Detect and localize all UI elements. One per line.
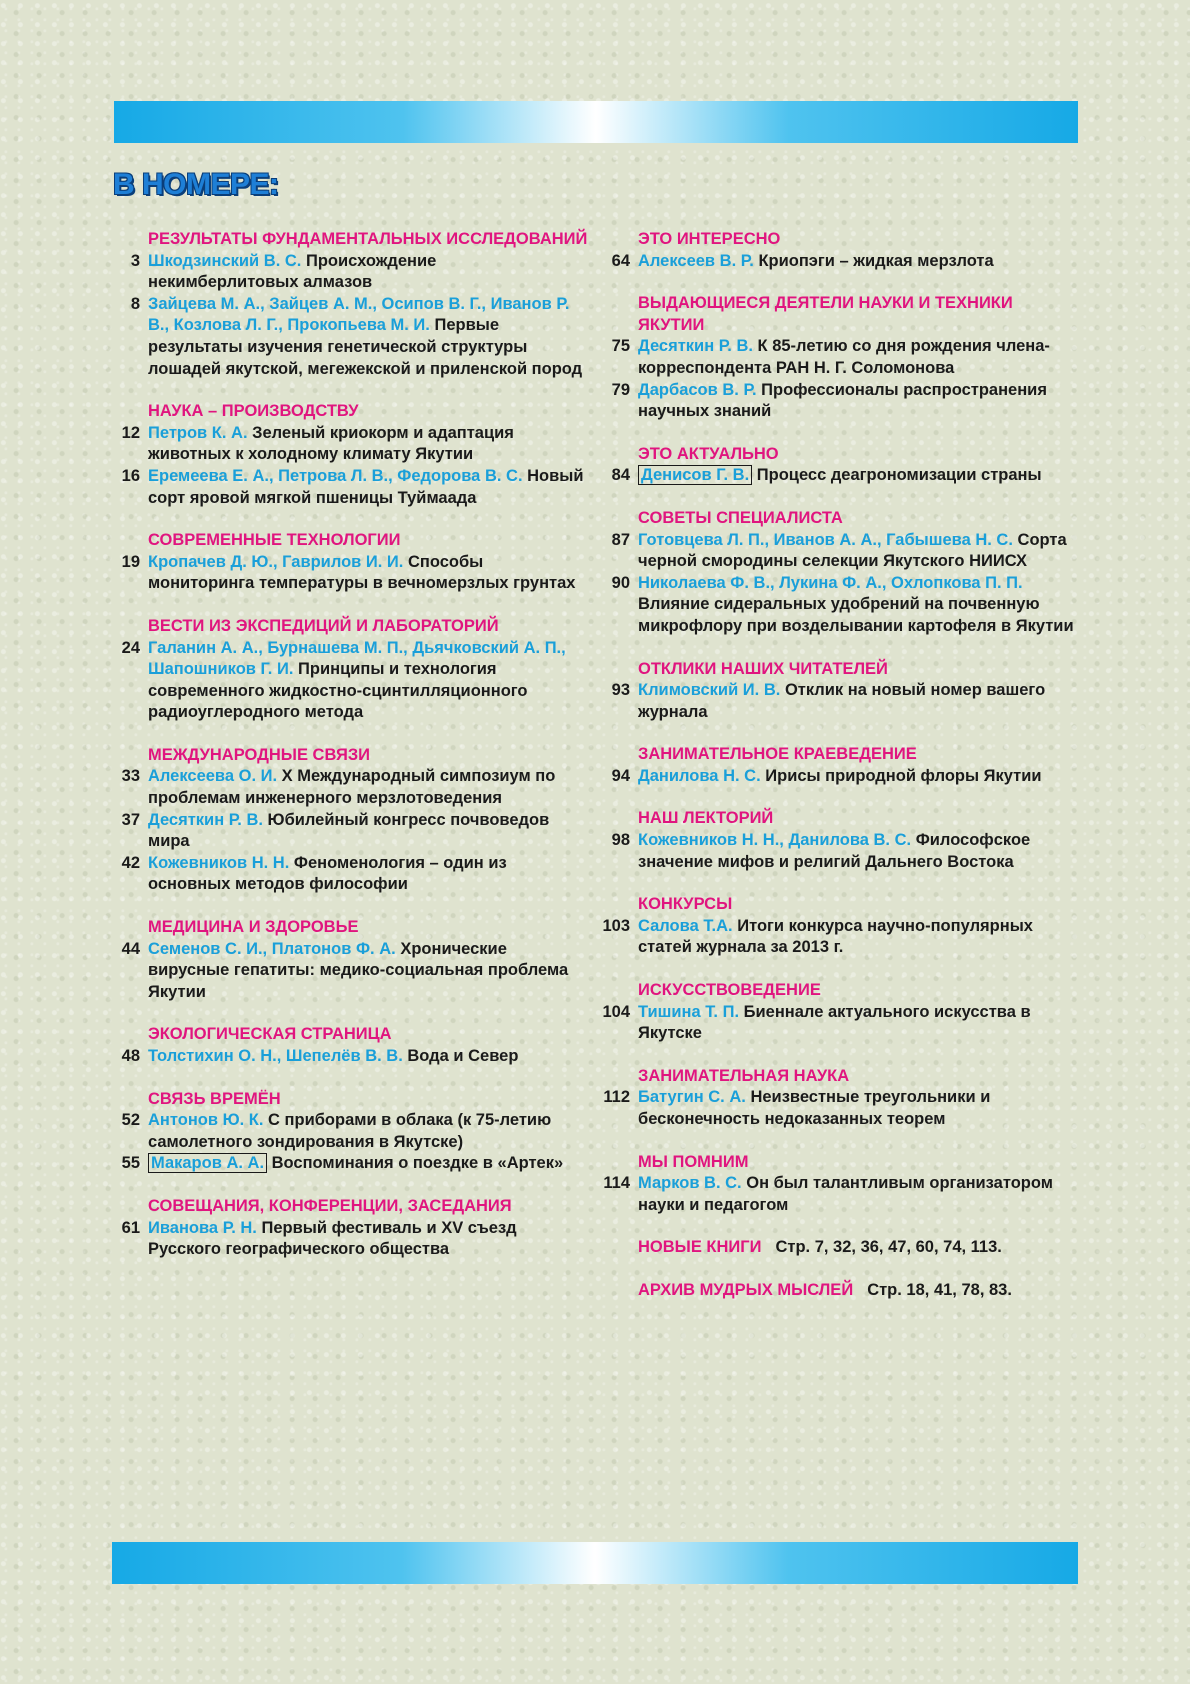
entry-authors[interactable]: Десяткин Р. В. — [148, 810, 263, 829]
page-number: 103 — [602, 916, 630, 935]
entry-authors[interactable]: Батугин С. А. — [638, 1088, 746, 1107]
page-number: 16 — [121, 466, 140, 485]
bottom-decorative-band — [112, 1542, 1078, 1584]
entry-authors[interactable]: Алексеева О. И. — [148, 767, 278, 786]
toc-entry — [600, 465, 1080, 487]
entry-authors[interactable]: Зайцева М. А., Зайцев А. М., Осипов В. Г., Иванов Р. В., Козлова Л. Г., Прокопьева М. И. — [148, 294, 570, 335]
entry-authors[interactable]: Денисов Г. В. — [638, 465, 752, 485]
page-number: 52 — [121, 1111, 140, 1130]
toc-entry — [110, 853, 590, 896]
section-title: ЗАНИМАТЕЛЬНОЕ КРАЕВЕДЕНИЕ — [638, 745, 917, 764]
toc-entry — [600, 1002, 1080, 1045]
entry-authors[interactable]: Галанин А. А., Бурнашева М. П., Дьячковский А. П., Шапошников Г. И. — [148, 638, 566, 679]
entry-title: Способы мониторинга температуры в вечномерзлых грунтах — [148, 552, 576, 593]
toc-section — [600, 1066, 1080, 1131]
toc-section — [110, 745, 590, 896]
page-number: 61 — [121, 1218, 140, 1237]
top-decorative-band — [114, 101, 1078, 143]
extra-pages: Стр. 7, 32, 36, 47, 60, 74, 113. — [775, 1238, 1002, 1257]
entry-authors[interactable]: Иванова Р. Н. — [148, 1218, 257, 1237]
toc-entry — [110, 810, 590, 853]
toc-entry — [110, 1110, 590, 1153]
entry-authors[interactable]: Климовский И. В. — [638, 681, 781, 700]
toc-section — [600, 444, 1080, 487]
page-number: 93 — [611, 681, 630, 700]
toc-entry — [110, 552, 590, 595]
toc-entry — [600, 1087, 1080, 1130]
page-number: 42 — [121, 853, 140, 872]
page-number: 12 — [121, 423, 140, 442]
page-title: В НОМЕРЕ: — [113, 168, 279, 201]
page-number: 33 — [121, 767, 140, 786]
toc-entry — [110, 294, 590, 380]
toc-section — [110, 1089, 590, 1175]
toc-entry — [600, 766, 1080, 788]
entry-authors[interactable]: Готовцева Л. П., Иванов А. А., Габышева Н. С. — [638, 530, 1013, 549]
section-title: РЕЗУЛЬТАТЫ ФУНДАМЕНТАЛЬНЫХ ИССЛЕДОВАНИЙ — [148, 230, 588, 248]
entry-title: К 85-летию со дня рождения члена-корреспондента РАН Н. Г. Соломонова — [638, 337, 1050, 377]
entry-title: Он был талантливым организатором науки и педагогом — [638, 1174, 1053, 1214]
entry-authors[interactable]: Марков В. С. — [638, 1174, 742, 1193]
section-title: ВЕСТИ ИЗ ЭКСПЕДИЦИЙ И ЛАБОРАТОРИЙ — [148, 616, 499, 635]
section-title: ВЫДАЮЩИЕСЯ ДЕЯТЕЛИ НАУКИ И ТЕХНИКИ ЯКУТИИ — [638, 294, 1013, 334]
entry-title: Философское значение мифов и религий Дальнего Востока — [638, 831, 1031, 871]
section-title: СОВЕТЫ СПЕЦИАЛИСТА — [638, 508, 843, 527]
toc-entry — [110, 251, 590, 294]
toc-entry — [110, 1218, 590, 1261]
toc-section — [600, 293, 1080, 423]
entry-authors[interactable]: Николаева Ф. В., Лукина Ф. А., Охлопкова П. П. — [638, 573, 1023, 592]
page-number: 37 — [121, 810, 140, 829]
page-number: 84 — [611, 466, 630, 485]
section-title: ЗАНИМАТЕЛЬНАЯ НАУКА — [638, 1066, 850, 1085]
entry-title: Происхождение некимберлитовых алмазов — [148, 251, 437, 292]
page-number: 44 — [121, 939, 140, 958]
entry-title: Неизвестные треугольники и бесконечность недоказанных теорем — [638, 1088, 991, 1128]
toc-entry — [110, 1046, 590, 1068]
entry-authors[interactable]: Еремеева Е. А., Петрова Л. В., Федорова В. С. — [148, 466, 523, 485]
entry-title: Криопэги – жидкая мерзлота — [758, 251, 994, 270]
left-column — [110, 229, 590, 1282]
extra-label: НОВЫЕ КНИГИ — [638, 1238, 762, 1257]
entry-title: Зеленый криокорм и адаптация животных к холодному климату Якутии — [148, 423, 514, 464]
page-number: 112 — [603, 1088, 630, 1107]
section-title: НАШ ЛЕКТОРИЙ — [638, 809, 774, 828]
entry-title: Процесс деагрономизации страны — [756, 466, 1042, 485]
entry-title: Отклик на новый номер вашего журнала — [638, 681, 1046, 721]
page-number: 48 — [121, 1047, 140, 1065]
entry-authors[interactable]: Антонов Ю. К. — [148, 1111, 264, 1130]
entry-title: Хронические вирусные гепатиты: медико-социальная проблема Якутии — [148, 939, 569, 1001]
section-title: НАУКА – ПРОИЗВОДСТВУ — [148, 402, 359, 421]
extra-label: АРХИВ МУДРЫХ МЫСЛЕЙ — [638, 1280, 854, 1299]
entry-title: Вода и Север — [407, 1047, 519, 1065]
entry-title: Сорта черной смородины селекции Якутского НИИСХ — [638, 530, 1067, 571]
toc-entry — [600, 380, 1080, 423]
toc-entry — [110, 1153, 590, 1175]
page-number: 24 — [121, 638, 140, 657]
entry-authors[interactable]: Семенов С. И., Платонов Ф. А. — [148, 939, 396, 958]
entry-authors[interactable]: Дарбасов В. Р. — [638, 380, 757, 399]
page-number: 94 — [611, 766, 630, 785]
entry-title: Феноменология – один из основных методов философии — [148, 853, 507, 894]
entry-authors[interactable]: Алексеев В. Р. — [638, 251, 754, 270]
toc-entry — [600, 916, 1080, 959]
section-title: ИСКУССТВОВЕДЕНИЕ — [638, 981, 821, 1000]
entry-authors[interactable]: Салова Т.А. — [638, 916, 733, 935]
section-title: МЫ ПОМНИМ — [638, 1152, 749, 1171]
entry-authors[interactable]: Толстихин О. Н., Шепелёв В. В. — [148, 1047, 403, 1065]
extra-pages: Стр. 18, 41, 78, 83. — [867, 1280, 1012, 1299]
toc-entry — [600, 530, 1080, 573]
toc-section — [600, 659, 1080, 724]
entry-title: Влияние сидеральных удобрений на почвенную микрофлору при возделывании картофеля в Якутии — [638, 595, 1074, 635]
entry-title: Биеннале актуального искусства в Якутске — [638, 1002, 1031, 1043]
section-title: МЕЖДУНАРОДНЫЕ СВЯЗИ — [148, 745, 371, 764]
entry-title: Новый сорт яровой мягкой пшеницы Туймаада — [148, 466, 584, 507]
toc-entry — [110, 423, 590, 466]
entry-authors[interactable]: Данилова Н. С. — [638, 766, 761, 785]
toc-section — [110, 401, 590, 509]
entry-title: Принципы и технология современного жидкостно-сцинтилляционного радиоуглеродного метода — [148, 660, 528, 722]
toc-entry — [110, 466, 590, 509]
right-column — [600, 229, 1080, 1323]
toc-section — [600, 229, 1080, 272]
toc-section — [600, 980, 1080, 1045]
page-number: 98 — [611, 831, 630, 850]
entry-title: Первый фестиваль и XV съезд Русского географического общества — [148, 1218, 517, 1259]
toc-entry — [600, 1173, 1080, 1216]
section-title: МЕДИЦИНА И ЗДОРОВЬЕ — [148, 918, 359, 937]
page-number: 87 — [611, 530, 630, 549]
extra-line — [600, 1280, 1080, 1302]
page-number: 75 — [611, 337, 630, 356]
toc-section — [110, 616, 590, 724]
toc-section — [600, 744, 1080, 787]
toc-entry — [110, 638, 590, 724]
extra-line — [600, 1237, 1080, 1259]
entry-title: С приборами в облака (к 75-летию самолетного зондирования в Якутске) — [148, 1111, 552, 1151]
toc-entry — [600, 573, 1080, 638]
entry-authors[interactable]: Макаров А. А. — [148, 1153, 267, 1173]
entry-title: Ирисы природной флоры Якутии — [765, 766, 1042, 785]
section-title: ОТКЛИКИ НАШИХ ЧИТАТЕЛЕЙ — [638, 659, 888, 678]
toc-entry — [110, 939, 590, 1004]
entry-authors[interactable]: Петров К. А. — [148, 423, 248, 442]
entry-title: Воспоминания о поездке в «Артек» — [271, 1154, 564, 1173]
page-number: 8 — [130, 294, 140, 313]
page-number: 114 — [603, 1174, 630, 1193]
page-number: 55 — [121, 1154, 140, 1173]
entry-title: Итоги конкурса научно-популярных статей журнала за 2013 г. — [638, 916, 1033, 957]
entry-authors[interactable]: Шкодзинский В. С. — [148, 251, 302, 270]
toc-section — [110, 1024, 590, 1067]
section-title: КОНКУРСЫ — [638, 895, 733, 914]
toc-section — [600, 894, 1080, 959]
entry-title: X Международный симпозиум по проблемам инженерного мерзлотоведения — [148, 767, 556, 808]
toc-entry — [600, 680, 1080, 723]
section-title: ЭТО ИНТЕРЕСНО — [638, 230, 781, 248]
page-number: 64 — [611, 251, 630, 270]
toc-section — [110, 917, 590, 1003]
toc-entry — [600, 336, 1080, 379]
entry-title: Профессионалы распространения научных знаний — [638, 380, 1047, 421]
entry-authors[interactable]: Десяткин Р. В. — [638, 337, 753, 356]
toc-entry — [600, 251, 1080, 273]
entry-authors[interactable]: Кропачев Д. Ю., Гаврилов И. И. — [148, 552, 404, 571]
toc-section — [110, 229, 590, 380]
entry-authors[interactable]: Кожевников Н. Н., Данилова В. С. — [638, 831, 912, 850]
entry-authors[interactable]: Тишина Т. П. — [638, 1002, 740, 1021]
toc-entry — [110, 766, 590, 809]
entry-title: Юбилейный конгресс почвоведов мира — [148, 810, 550, 851]
page-number: 3 — [130, 251, 140, 270]
section-title: ЭКОЛОГИЧЕСКАЯ СТРАНИЦА — [148, 1025, 392, 1044]
entry-authors[interactable]: Кожевников Н. Н. — [148, 853, 290, 872]
toc-section — [600, 1152, 1080, 1217]
page-number: 104 — [602, 1002, 630, 1021]
toc-section — [110, 1196, 590, 1261]
entry-title: Первые результаты изучения генетической структуры лошадей якутской, мегежекской и приленской пород — [148, 316, 583, 378]
section-title: СВЯЗЬ ВРЕМЁН — [148, 1089, 281, 1108]
page-number: 90 — [611, 573, 630, 592]
toc-section — [110, 530, 590, 595]
page-number: 79 — [611, 380, 630, 399]
toc-section — [600, 808, 1080, 873]
section-title: СОВРЕМЕННЫЕ ТЕХНОЛОГИИ — [148, 531, 401, 550]
section-title: ЭТО АКТУАЛЬНО — [638, 444, 779, 463]
toc-section — [600, 508, 1080, 638]
section-title: СОВЕЩАНИЯ, КОНФЕРЕНЦИИ, ЗАСЕДАНИЯ — [148, 1196, 512, 1215]
toc-entry — [600, 830, 1080, 873]
page-number: 19 — [121, 552, 140, 571]
